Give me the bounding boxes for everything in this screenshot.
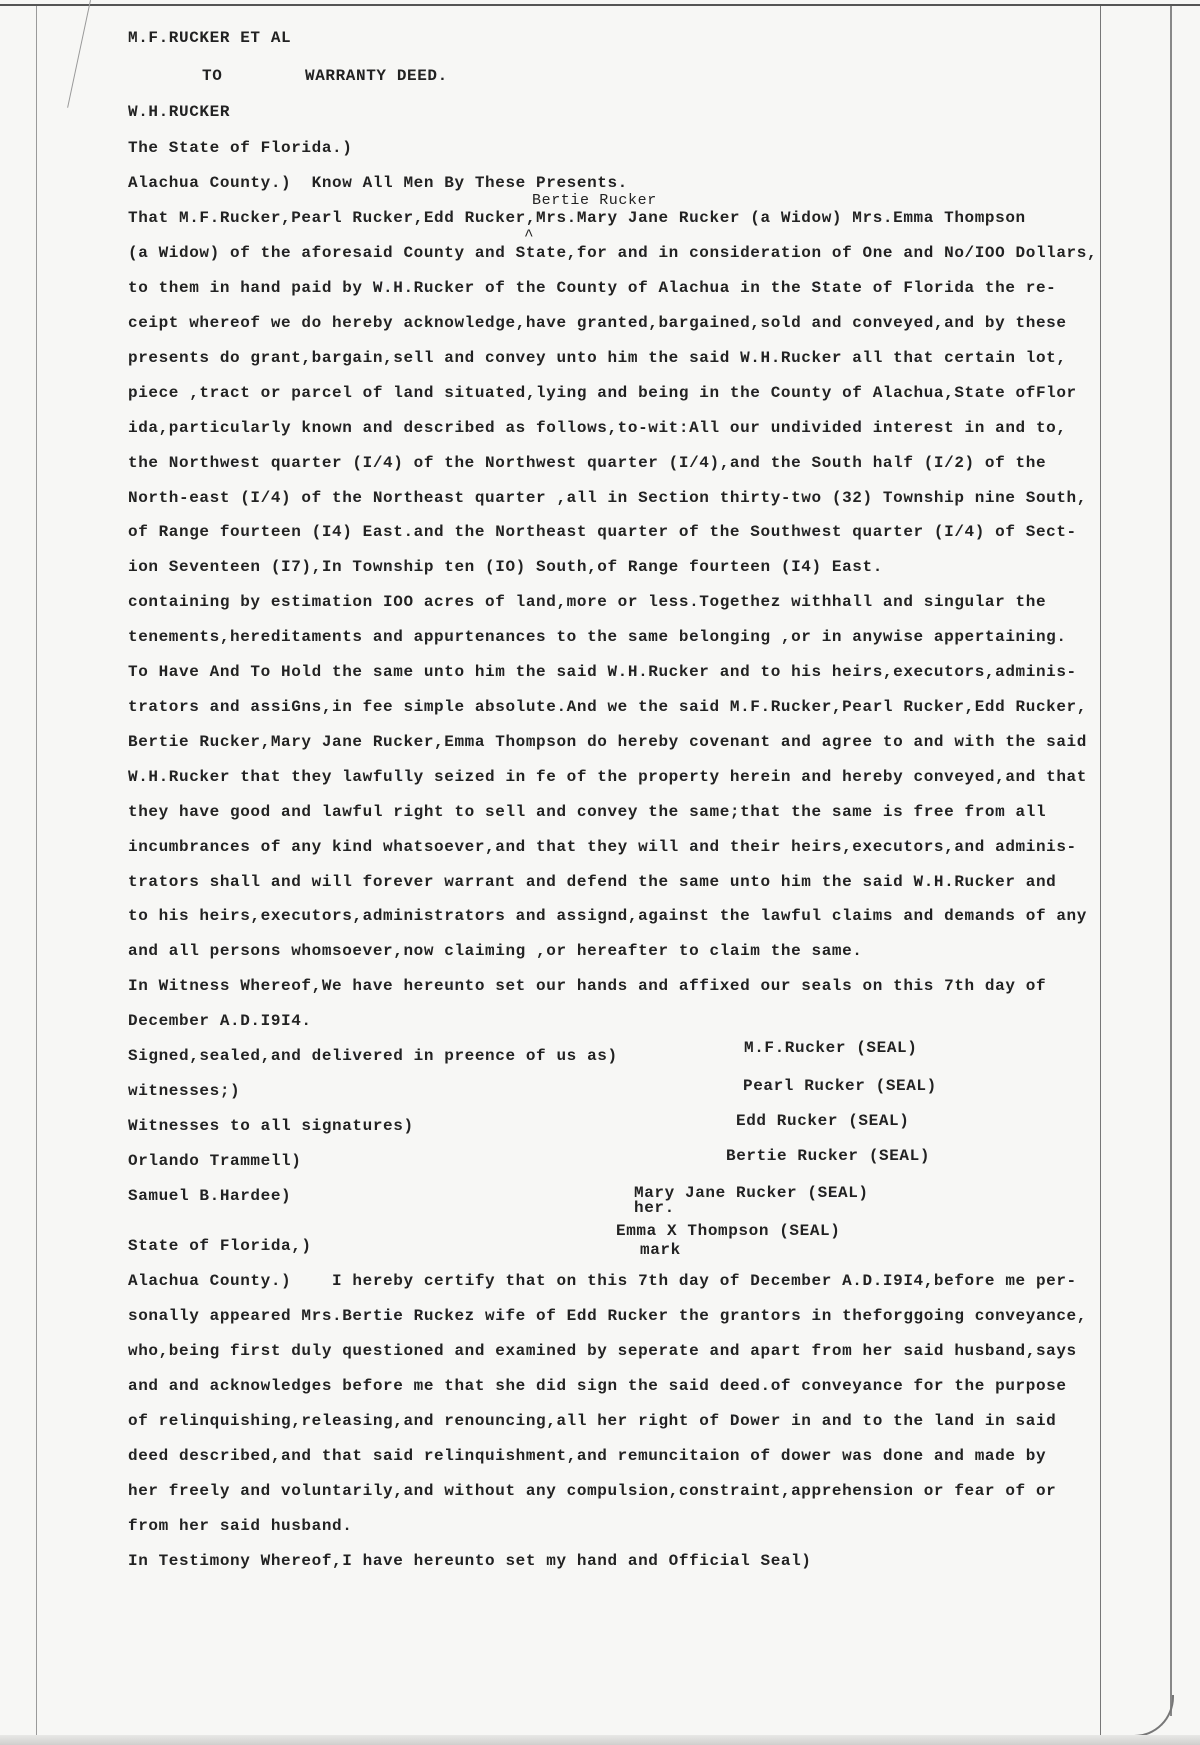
body-line: December A.D.I9I4. xyxy=(128,1012,312,1030)
witness-line: Witnesses to all signatures) xyxy=(128,1117,414,1135)
body-line: In Witness Whereof,We have hereunto set our hands and affixed our seals on this 7th day of xyxy=(128,977,1047,995)
ack-line: State of Florida,) xyxy=(128,1237,312,1255)
document-title: WARRANTY DEED. xyxy=(305,67,448,85)
body-line: containing by estimation IOO acres of land,more or less.Togethez withhall and singular the xyxy=(128,593,1047,611)
signature-emma-thompson: Emma X Thompson (SEAL) xyxy=(616,1222,841,1240)
body-line: of Range fourteen (I4) East.and the Northeast quarter of the Southwest quarter (I/4) of Sect- xyxy=(128,523,1077,541)
body-line: the Northwest quarter (I/4) of the Northwest quarter (I/4),and the South half (I/2) of the xyxy=(128,454,1047,472)
signature-edd-rucker: Edd Rucker (SEAL) xyxy=(736,1112,910,1130)
ack-line: deed described,and that said relinquishment,and remuncitaion of dower was done and made by xyxy=(128,1447,1047,1465)
signature-bertie-rucker: Bertie Rucker (SEAL) xyxy=(726,1147,931,1165)
ack-line: sonally appeared Mrs.Bertie Ruckez wife of Edd Rucker the grantors in theforggoing conveyance, xyxy=(128,1307,1087,1325)
body-line: To Have And To Hold the same unto him the said W.H.Rucker and to his heirs,executors,adminis- xyxy=(128,663,1077,681)
body-line: to his heirs,executors,administrators and assignd,against the lawful claims and demands of any xyxy=(128,907,1087,925)
bottom-edge xyxy=(0,1735,1200,1745)
witness-name: Samuel B.Hardee) xyxy=(128,1187,292,1205)
signature-mary-jane-rucker: Mary Jane Rucker (SEAL) xyxy=(634,1184,869,1202)
body-line: incumbrances of any kind whatsoever,and that they will and their heirs,executors,and adminis- xyxy=(128,838,1077,856)
ack-line: Alachua County.) I hereby certify that on this 7th day of December A.D.I9I4,before me per- xyxy=(128,1272,1077,1290)
signature-mf-rucker: M.F.Rucker (SEAL) xyxy=(744,1039,918,1057)
signature-pearl-rucker: Pearl Rucker (SEAL) xyxy=(743,1077,937,1095)
right-margin-rule xyxy=(1100,6,1101,1745)
body-line: ceipt whereof we do hereby acknowledge,have granted,bargained,sold and conveyed,and by these xyxy=(128,314,1067,332)
to-label: TO xyxy=(202,67,223,85)
body-line: The State of Florida.) xyxy=(128,139,353,157)
grantor-heading: M.F.RUCKER ET AL xyxy=(128,29,292,47)
page-edge xyxy=(1170,6,1172,1716)
mark-below-label: mark xyxy=(640,1241,681,1259)
page-corner-curl xyxy=(1120,1695,1174,1737)
body-line: Alachua County.) Know All Men By These Presents. xyxy=(128,174,628,192)
ack-line: who,being first duly questioned and examined by seperate and apart from her said husband,says xyxy=(128,1342,1077,1360)
witness-line: Signed,sealed,and delivered in preence of us as) xyxy=(128,1047,618,1065)
ack-line: from her said husband. xyxy=(128,1517,353,1535)
body-line: trators and assiGns,in fee simple absolute.And we the said M.F.Rucker,Pearl Rucker,Edd Rucker, xyxy=(128,698,1087,716)
ack-line: and and acknowledges before me that she did sign the said deed.of conveyance for the purpose xyxy=(128,1377,1067,1395)
top-border xyxy=(0,4,1200,6)
body-line: North-east (I/4) of the Northeast quarter ,all in Section thirty-two (32) Township nine South, xyxy=(128,489,1087,507)
body-line: Bertie Rucker,Mary Jane Rucker,Emma Thompson do hereby covenant and agree to and with the said xyxy=(128,733,1087,751)
left-margin-rule xyxy=(36,6,37,1745)
body-line: W.H.Rucker that they lawfully seized in fe of the property herein and hereby conveyed,and that xyxy=(128,768,1087,786)
body-line: and all persons whomsoever,now claiming ,or hereafter to claim the same. xyxy=(128,942,863,960)
ack-line: In Testimony Whereof,I have hereunto set my hand and Official Seal) xyxy=(128,1552,812,1570)
body-line: presents do grant,bargain,sell and convey unto him the said W.H.Rucker all that certain lot, xyxy=(128,349,1067,367)
body-line: they have good and lawful right to sell and convey the same;that the same is free from all xyxy=(128,803,1047,821)
grantee-heading: W.H.RUCKER xyxy=(128,103,231,121)
insertion-caret: ^ xyxy=(524,227,535,245)
mark-above-label: her. xyxy=(634,1199,675,1217)
body-line: piece ,tract or parcel of land situated,lying and being in the County of Alachua,State ofFlor xyxy=(128,384,1077,402)
body-line: ion Seventeen (I7),In Township ten (IO) South,of Range fourteen (I4) East. xyxy=(128,558,883,576)
witness-name: Orlando Trammell) xyxy=(128,1152,302,1170)
pencil-mark xyxy=(67,0,91,108)
interlineation-text: Bertie Rucker xyxy=(532,192,657,209)
body-line: ida,particularly known and described as follows,to-wit:All our undivided interest in and to, xyxy=(128,419,1067,437)
ack-line: her freely and voluntarily,and without any compulsion,constraint,apprehension or fear of or xyxy=(128,1482,1057,1500)
body-line: to them in hand paid by W.H.Rucker of the County of Alachua in the State of Florida the re- xyxy=(128,279,1057,297)
body-line: tenements,hereditaments and appurtenances to the same belonging ,or in anywise appertaining. xyxy=(128,628,1067,646)
body-line: (a Widow) of the aforesaid County and State,for and in consideration of One and No/IOO Dollars, xyxy=(128,244,1098,262)
body-line: trators shall and will forever warrant and defend the same unto him the said W.H.Rucker and xyxy=(128,873,1057,891)
body-line: That M.F.Rucker,Pearl Rucker,Edd Rucker,Mrs.Mary Jane Rucker (a Widow) Mrs.Emma Thompson xyxy=(128,209,1026,227)
ack-line: of relinquishing,releasing,and renouncing,all her right of Dower in and to the land in said xyxy=(128,1412,1057,1430)
witness-line: witnesses;) xyxy=(128,1082,241,1100)
